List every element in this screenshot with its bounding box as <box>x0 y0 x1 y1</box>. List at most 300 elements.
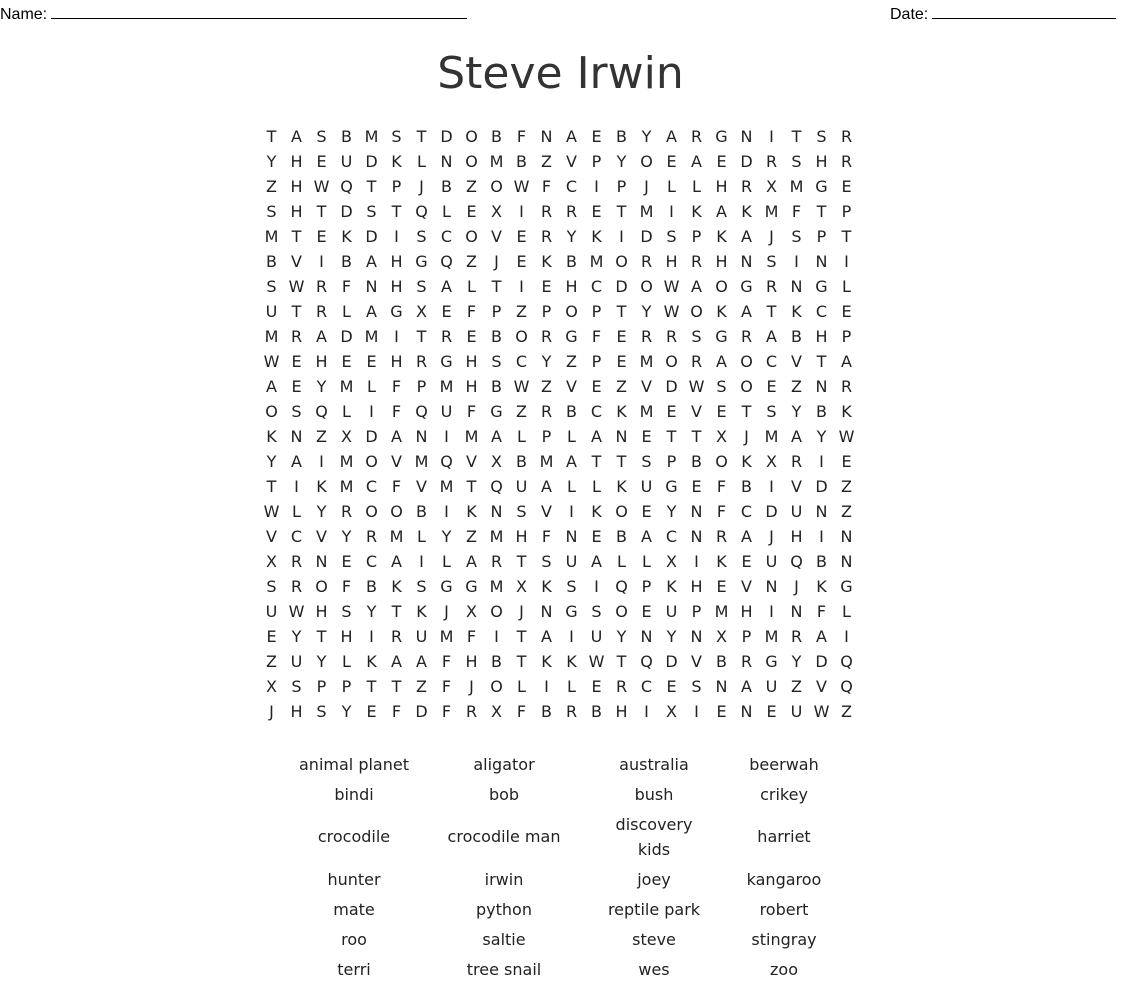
grid-letter: I <box>769 127 774 146</box>
grid-letter: M <box>364 327 379 346</box>
grid-letter: C <box>365 552 378 571</box>
grid-letter: P <box>741 627 752 646</box>
grid-letter: L <box>342 402 351 421</box>
grid-letter: N <box>740 702 753 721</box>
grid-letter: H <box>565 277 578 296</box>
grid-letter: N <box>440 152 453 171</box>
grid-letter: R <box>290 327 303 346</box>
grid-letter: K <box>391 577 402 596</box>
word-list-item: joey <box>637 869 671 889</box>
date-label: Date: <box>890 6 929 23</box>
grid-letter: U <box>340 152 353 171</box>
grid-letter: B <box>616 127 627 146</box>
grid-letter: I <box>769 477 774 496</box>
grid-letter: W <box>663 277 680 296</box>
grid-letter: F <box>341 277 352 296</box>
grid-letter: R <box>840 127 853 146</box>
grid-letter: F <box>391 377 402 396</box>
grid-letter: V <box>266 527 277 546</box>
grid-letter: C <box>290 527 303 546</box>
grid-letter: U <box>665 602 678 621</box>
grid-row <box>259 199 859 224</box>
grid-letter: Y <box>791 402 802 421</box>
grid-letter: F <box>441 702 452 721</box>
grid-letter: Y <box>441 527 452 546</box>
grid-letter: A <box>716 352 727 371</box>
grid-letter: U <box>265 602 278 621</box>
grid-letter: S <box>266 202 277 221</box>
grid-letter: H <box>290 177 303 196</box>
grid-letter: K <box>741 202 752 221</box>
grid-letter: N <box>640 627 653 646</box>
grid-letter: E <box>841 177 852 196</box>
grid-letter: M <box>639 202 654 221</box>
grid-letter: N <box>715 677 728 696</box>
grid-letter: Q <box>615 577 628 596</box>
word-list-item: stingray <box>751 929 817 949</box>
grid-letter: Z <box>841 477 852 496</box>
word-list-item: australia <box>619 754 689 774</box>
grid-letter: S <box>641 452 652 471</box>
grid-letter: E <box>541 277 552 296</box>
grid-letter: Z <box>466 527 477 546</box>
grid-letter: X <box>516 577 527 596</box>
grid-letter: A <box>566 127 577 146</box>
grid-letter: G <box>440 577 453 596</box>
grid-letter: X <box>716 627 727 646</box>
grid-letter: R <box>290 552 303 571</box>
word-list <box>279 749 859 984</box>
grid-letter: T <box>691 427 702 446</box>
grid-row <box>259 149 859 174</box>
grid-letter: J <box>519 602 524 621</box>
grid-letter: U <box>265 302 278 321</box>
grid-letter: Z <box>416 677 427 696</box>
grid-letter: M <box>264 227 279 246</box>
grid-letter: D <box>815 652 828 671</box>
grid-letter: D <box>640 227 653 246</box>
grid-letter: R <box>665 327 678 346</box>
grid-letter: H <box>615 702 628 721</box>
grid-letter: N <box>815 502 828 521</box>
grid-letter: U <box>765 552 778 571</box>
grid-letter: P <box>341 677 352 696</box>
grid-letter: M <box>339 452 354 471</box>
grid-letter: Y <box>816 427 827 446</box>
grid-letter: X <box>766 177 777 196</box>
grid-letter: T <box>316 627 327 646</box>
word-list-item: harriet <box>757 827 811 846</box>
grid-letter: A <box>691 277 702 296</box>
grid-letter: C <box>515 352 528 371</box>
grid-letter: C <box>440 227 453 246</box>
grid-letter: F <box>341 577 352 596</box>
grid-letter: B <box>541 702 552 721</box>
grid-letter: I <box>819 527 824 546</box>
grid-letter: R <box>840 377 853 396</box>
grid-letter: L <box>417 152 426 171</box>
grid-letter: W <box>688 377 705 396</box>
grid-letter: A <box>741 302 752 321</box>
grid-letter: F <box>466 302 477 321</box>
grid-letter: C <box>365 477 378 496</box>
grid-letter: O <box>515 327 528 346</box>
word-search-grid <box>259 124 859 724</box>
grid-letter: V <box>791 352 802 371</box>
grid-letter: S <box>491 352 502 371</box>
grid-letter: V <box>641 377 652 396</box>
grid-letter: M <box>789 177 804 196</box>
word-list-item: beerwah <box>749 754 819 774</box>
grid-letter: K <box>616 477 627 496</box>
grid-letter: E <box>516 227 527 246</box>
word-list-item: terri <box>337 959 371 979</box>
grid-letter: H <box>315 602 328 621</box>
grid-letter: Y <box>616 152 627 171</box>
grid-letter: A <box>491 427 502 446</box>
grid-letter: B <box>366 577 377 596</box>
grid-letter: E <box>591 202 602 221</box>
grid-letter: E <box>841 302 852 321</box>
grid-letter: J <box>269 702 274 721</box>
grid-letter: H <box>390 277 403 296</box>
grid-letter: F <box>816 602 827 621</box>
grid-letter: G <box>465 577 478 596</box>
grid-letter: T <box>666 427 677 446</box>
grid-letter: Z <box>266 652 277 671</box>
grid-letter: N <box>615 427 628 446</box>
grid-letter: U <box>790 502 803 521</box>
grid-letter: S <box>516 502 527 521</box>
grid-letter: H <box>815 327 828 346</box>
grid-letter: K <box>391 152 402 171</box>
grid-letter: E <box>716 402 727 421</box>
grid-letter: A <box>766 327 777 346</box>
grid-letter: R <box>540 327 553 346</box>
grid-letter: D <box>740 152 753 171</box>
grid-letter: I <box>844 627 849 646</box>
grid-letter: O <box>640 152 653 171</box>
grid-letter: I <box>769 602 774 621</box>
grid-letter: M <box>339 377 354 396</box>
grid-letter: R <box>315 277 328 296</box>
grid-letter: U <box>440 402 453 421</box>
grid-letter: K <box>566 652 577 671</box>
grid-letter: O <box>615 602 628 621</box>
grid-letter: K <box>816 577 827 596</box>
grid-letter: R <box>440 327 453 346</box>
grid-letter: S <box>816 127 827 146</box>
grid-letter: N <box>415 427 428 446</box>
grid-letter: I <box>419 552 424 571</box>
grid-letter: H <box>340 627 353 646</box>
grid-letter: I <box>694 702 699 721</box>
grid-letter: Q <box>440 252 453 271</box>
grid-letter: E <box>316 152 327 171</box>
grid-letter: F <box>466 402 477 421</box>
grid-letter: U <box>790 702 803 721</box>
grid-letter: G <box>715 127 728 146</box>
grid-letter: I <box>519 202 524 221</box>
grid-letter: K <box>541 577 552 596</box>
grid-letter: Z <box>266 177 277 196</box>
grid-letter: W <box>588 652 605 671</box>
grid-letter: E <box>641 502 652 521</box>
grid-letter: L <box>642 552 651 571</box>
grid-letter: M <box>389 527 404 546</box>
grid-letter: T <box>616 302 627 321</box>
grid-letter: T <box>816 352 827 371</box>
grid-letter: E <box>841 452 852 471</box>
grid-letter: H <box>315 352 328 371</box>
grid-letter: A <box>841 352 852 371</box>
word-list-item: discovery kids <box>615 814 693 859</box>
grid-letter: M <box>489 527 504 546</box>
grid-letter: B <box>416 502 427 521</box>
grid-letter: A <box>741 227 752 246</box>
grid-letter: D <box>340 202 353 221</box>
grid-letter: Z <box>841 502 852 521</box>
word-list-item: reptile park <box>607 899 701 919</box>
grid-letter: M <box>489 577 504 596</box>
grid-letter: R <box>640 327 653 346</box>
grid-letter: E <box>441 302 452 321</box>
grid-letter: E <box>716 152 727 171</box>
name-blank-line <box>51 4 467 19</box>
grid-row <box>259 299 859 324</box>
grid-letter: A <box>741 527 752 546</box>
grid-letter: H <box>715 252 728 271</box>
grid-letter: W <box>263 352 280 371</box>
grid-letter: O <box>715 452 728 471</box>
grid-letter: P <box>416 377 427 396</box>
grid-letter: Q <box>415 402 428 421</box>
grid-letter: H <box>290 152 303 171</box>
grid-letter: X <box>666 552 677 571</box>
grid-letter: R <box>540 227 553 246</box>
grid-letter: A <box>566 452 577 471</box>
grid-letter: P <box>591 152 602 171</box>
grid-letter: A <box>641 527 652 546</box>
grid-letter: O <box>740 377 753 396</box>
grid-letter: M <box>439 627 454 646</box>
grid-letter: Y <box>641 302 652 321</box>
grid-letter: E <box>641 427 652 446</box>
grid-letter: B <box>516 452 527 471</box>
word-list-item: animal planet <box>299 754 409 774</box>
grid-letter: I <box>369 402 374 421</box>
grid-letter: S <box>391 127 402 146</box>
word-list-item: steve <box>632 929 676 949</box>
grid-row <box>259 549 859 574</box>
word-list-row <box>279 809 859 864</box>
word-list-item: crocodile <box>317 827 391 846</box>
grid-letter: Z <box>316 427 327 446</box>
grid-letter: E <box>766 702 777 721</box>
grid-letter: V <box>391 452 402 471</box>
grid-letter: Z <box>516 402 527 421</box>
grid-letter: V <box>741 577 752 596</box>
grid-letter: Y <box>566 227 577 246</box>
grid-letter: K <box>716 227 727 246</box>
grid-letter: V <box>816 677 827 696</box>
grid-letter: A <box>466 552 477 571</box>
grid-letter: S <box>266 277 277 296</box>
grid-letter: A <box>541 477 552 496</box>
grid-letter: I <box>369 627 374 646</box>
grid-letter: A <box>591 552 602 571</box>
grid-row <box>259 624 859 649</box>
grid-letter: J <box>469 677 474 696</box>
grid-letter: X <box>491 452 502 471</box>
grid-letter: Y <box>641 127 652 146</box>
grid-letter: T <box>366 177 377 196</box>
grid-letter: D <box>415 702 428 721</box>
grid-letter: L <box>517 427 526 446</box>
grid-letter: I <box>594 177 599 196</box>
grid-letter: J <box>769 527 774 546</box>
grid-letter: I <box>819 452 824 471</box>
grid-letter: Y <box>316 652 327 671</box>
grid-letter: U <box>565 552 578 571</box>
grid-letter: T <box>841 227 852 246</box>
grid-letter: R <box>565 202 578 221</box>
grid-letter: B <box>491 127 502 146</box>
grid-letter: R <box>540 402 553 421</box>
grid-letter: O <box>640 277 653 296</box>
grid-letter: Q <box>315 402 328 421</box>
word-list-row <box>279 924 859 954</box>
grid-letter: T <box>791 127 802 146</box>
grid-row <box>259 424 859 449</box>
grid-letter: B <box>691 452 702 471</box>
grid-letter: H <box>465 352 478 371</box>
grid-letter: E <box>716 702 727 721</box>
grid-letter: A <box>391 427 402 446</box>
grid-letter: P <box>591 302 602 321</box>
grid-letter: O <box>615 502 628 521</box>
grid-letter: C <box>740 502 753 521</box>
grid-letter: G <box>715 327 728 346</box>
word-list-item: kangaroo <box>746 869 822 889</box>
grid-letter: E <box>591 377 602 396</box>
grid-letter: E <box>641 602 652 621</box>
grid-letter: J <box>494 252 499 271</box>
grid-letter: N <box>815 377 828 396</box>
grid-letter: V <box>791 477 802 496</box>
grid-letter: K <box>716 302 727 321</box>
grid-letter: B <box>741 477 752 496</box>
grid-letter: R <box>740 177 753 196</box>
grid-letter: T <box>491 277 502 296</box>
word-list-item: crikey <box>760 784 808 804</box>
grid-letter: E <box>691 477 702 496</box>
grid-row <box>259 224 859 249</box>
grid-letter: S <box>766 252 777 271</box>
grid-letter: B <box>491 327 502 346</box>
grid-letter: T <box>291 227 302 246</box>
grid-letter: A <box>716 202 727 221</box>
grid-letter: Y <box>266 452 277 471</box>
grid-letter: O <box>715 277 728 296</box>
grid-letter: S <box>566 577 577 596</box>
grid-letter: A <box>691 152 702 171</box>
grid-letter: U <box>765 677 778 696</box>
grid-letter: D <box>815 477 828 496</box>
grid-letter: Z <box>466 252 477 271</box>
grid-letter: K <box>616 402 627 421</box>
grid-letter: F <box>516 127 527 146</box>
grid-letter: H <box>740 602 753 621</box>
date-blank-line <box>932 4 1116 19</box>
grid-letter: N <box>365 277 378 296</box>
grid-letter: H <box>390 352 403 371</box>
grid-letter: O <box>615 252 628 271</box>
grid-row <box>259 449 859 474</box>
grid-letter: O <box>565 302 578 321</box>
grid-letter: C <box>815 302 828 321</box>
grid-letter: M <box>489 152 504 171</box>
grid-letter: A <box>316 327 327 346</box>
grid-letter: H <box>390 252 403 271</box>
grid-letter: W <box>288 602 305 621</box>
grid-letter: I <box>844 252 849 271</box>
grid-letter: Q <box>440 452 453 471</box>
grid-letter: H <box>290 702 303 721</box>
grid-letter: F <box>516 702 527 721</box>
grid-letter: T <box>766 302 777 321</box>
grid-letter: S <box>416 577 427 596</box>
grid-letter: M <box>589 252 604 271</box>
grid-letter: R <box>640 252 653 271</box>
grid-letter: F <box>541 527 552 546</box>
grid-letter: H <box>465 652 478 671</box>
grid-letter: E <box>341 352 352 371</box>
grid-letter: C <box>765 352 778 371</box>
grid-letter: F <box>391 702 402 721</box>
grid-letter: S <box>416 277 427 296</box>
grid-letter: Z <box>466 177 477 196</box>
grid-letter: F <box>541 177 552 196</box>
grid-letter: P <box>391 177 402 196</box>
grid-letter: O <box>315 577 328 596</box>
grid-letter: G <box>740 277 753 296</box>
grid-letter: V <box>541 502 552 521</box>
grid-letter: R <box>740 327 753 346</box>
word-list-row <box>279 894 859 924</box>
grid-letter: T <box>516 627 527 646</box>
grid-letter: T <box>816 202 827 221</box>
grid-letter: R <box>790 627 803 646</box>
grid-letter: A <box>291 452 302 471</box>
grid-row <box>259 699 859 724</box>
grid-letter: I <box>519 277 524 296</box>
grid-letter: A <box>541 627 552 646</box>
grid-letter: R <box>390 627 403 646</box>
grid-letter: D <box>365 427 378 446</box>
grid-letter: A <box>666 127 677 146</box>
grid-letter: B <box>816 402 827 421</box>
grid-letter: R <box>315 302 328 321</box>
name-label: Name: <box>0 6 48 23</box>
grid-letter: I <box>394 227 399 246</box>
grid-letter: L <box>567 477 576 496</box>
grid-letter: D <box>440 127 453 146</box>
grid-letter: T <box>391 602 402 621</box>
grid-letter: A <box>266 377 277 396</box>
grid-letter: T <box>291 302 302 321</box>
grid-letter: D <box>665 377 678 396</box>
